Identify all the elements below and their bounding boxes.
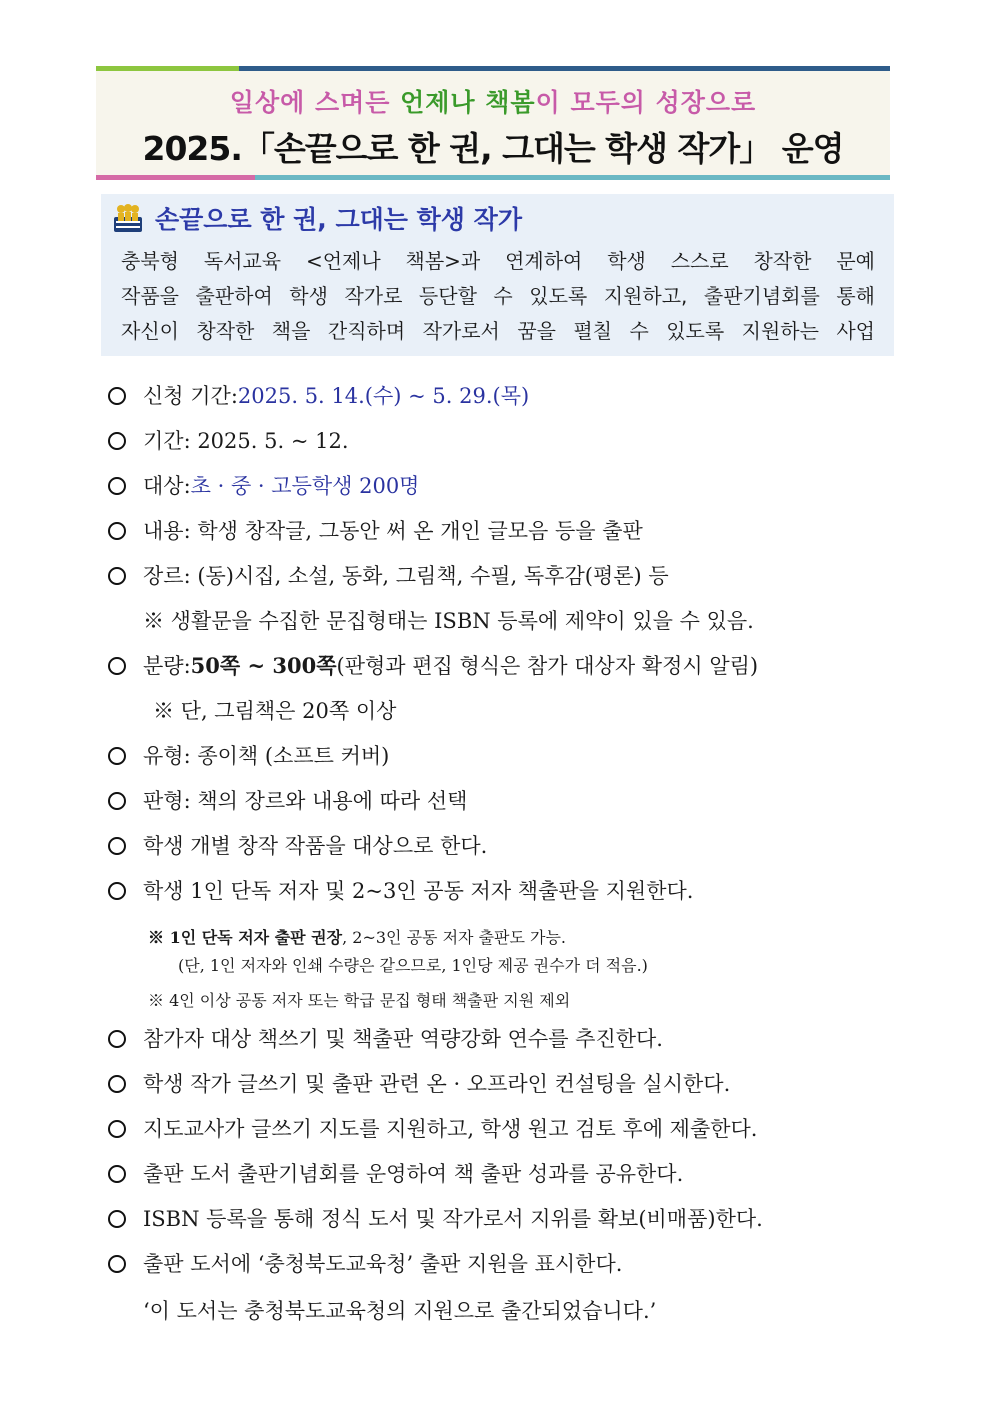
apply-label: 신청 기간: [143,384,238,408]
authors-note-3: ※ 4인 이상 공동 저자 또는 학급 문집 형태 책출판 지원 제외 [148,991,571,1010]
intro-line: 작품을 출판하여 학생 작가로 등단할 수 있도록 지원하고, 출판기념회를 통해 [121,284,875,308]
type-text: 유형: 종이책 (소프트 커버) [143,744,390,768]
bullet-circle-icon [108,792,126,810]
bullet-circle-icon [108,1165,126,1183]
list-item-apply-period [106,382,529,410]
list-item-content [106,517,643,545]
bullet-circle-icon [108,477,126,495]
intro-box [101,194,894,356]
slogan-part2: 언제나 책봄 [400,88,536,117]
page-title: 2025.「손끝으로 한 권, 그대는 학생 작가」 운영 [142,129,844,168]
intro-heading [113,200,522,236]
list-item-celebration [106,1160,683,1188]
volume-value: 50쪽 ~ 300쪽 [190,653,337,678]
bullet-circle-icon [108,1255,126,1273]
list-item-format [106,787,467,815]
bullet-circle-icon [108,567,126,585]
consulting-text: 학생 작가 글쓰기 및 출판 관련 온 · 오프라인 컨설팅을 실시한다. [143,1072,731,1096]
bullet-circle-icon [108,1120,126,1138]
bullet-circle-icon [108,882,126,900]
period-text: 기간: 2025. 5. ~ 12. [143,429,349,453]
list-item-training [106,1025,663,1053]
list-item-authors [106,877,693,905]
target-label: 대상: [143,474,191,498]
intro-line: 자신이 창작한 책을 간직하며 작가로서 꿈을 펼칠 수 있도록 지원하는 사업 [121,319,875,343]
genre-note: ※ 생활문을 수집한 문집형태는 ISBN 등록에 제약이 있을 수 있음. [143,609,754,633]
slogan-part1: 일상에 스며든 [229,88,391,117]
list-item-teacher [106,1115,757,1143]
intro-text [121,244,875,349]
intro-line: 충북형 독서교육 <언제나 책봄>과 연계하여 학생 스스로 창작한 문예 [121,249,875,273]
header-bottom-rule [96,175,890,180]
bullet-circle-icon [108,657,126,675]
bullet-circle-icon [108,1030,126,1048]
content-text: 내용: 학생 창작글, 그동안 써 온 개인 글모음 등을 출판 [143,519,643,543]
intro-title: 손끝으로 한 권, 그대는 학생 작가 [155,205,522,234]
list-item-consulting [106,1070,730,1098]
target-value: 초 · 중 · 고등학생 200명 [190,474,420,498]
bullet-circle-icon [108,1075,126,1093]
bullet-circle-icon [108,747,126,765]
volume-rest: (판형과 편집 형식은 참가 대상자 확정시 알림) [336,654,759,678]
marking-quote: ‘이 도서는 충청북도교육청의 지원으로 출간되었습니다.’ [143,1299,657,1323]
volume-note: ※ 단, 그림책은 20쪽 이상 [153,699,397,723]
authors-note1-rest: , 2~3인 공동 저자 출판도 가능. [342,928,567,947]
header-box [96,71,890,175]
bullet-circle-icon [108,1210,126,1228]
teacher-text: 지도교사가 글쓰기 지도를 지원하고, 학생 원고 검토 후에 제출한다. [143,1117,758,1141]
list-item-isbn [106,1205,763,1233]
list-item-marking [106,1250,622,1278]
bullet-circle-icon [108,432,126,450]
list-item-volume [106,652,758,680]
list-item-target [106,472,419,500]
list-item-type [106,742,389,770]
authors-text: 학생 1인 단독 저자 및 2~3인 공동 저자 책출판을 지원한다. [143,879,694,903]
individual-text: 학생 개별 창작 작품을 대상으로 한다. [143,834,488,858]
list-item-genre [106,562,669,590]
authors-note-1 [148,927,566,949]
isbn-text: ISBN 등록을 통해 정식 도서 및 작가로서 지위를 확보(비매품)한다. [143,1207,763,1231]
list-item-period [106,427,349,455]
marking-text: 출판 도서에 ‘충청북도교육청’ 출판 지원을 표시한다. [143,1252,623,1276]
bullet-circle-icon [108,522,126,540]
bullet-circle-icon [108,387,126,405]
slogan [96,83,890,119]
format-text: 판형: 책의 장르와 내용에 따라 선택 [143,789,468,813]
bullet-circle-icon [108,837,126,855]
slogan-part3: 이 모두의 성장으로 [535,88,757,117]
volume-label: 분량: [143,654,191,678]
list-item-individual [106,832,487,860]
authors-note-2: (단, 1인 저자와 인쇄 수량은 같으므로, 1인당 제공 권수가 더 적음.) [178,956,648,975]
apply-value: 2025. 5. 14.(수) ~ 5. 29.(목) [237,384,530,408]
celebration-text: 출판 도서 출판기념회를 운영하여 책 출판 성과를 공유한다. [143,1162,684,1186]
training-text: 참가자 대상 책쓰기 및 책출판 역량강화 연수를 추진한다. [143,1027,663,1051]
book-people-icon [113,203,143,233]
genre-text: 장르: (동)시집, 소설, 동화, 그림책, 수필, 독후감(평론) 등 [143,564,669,588]
authors-note1-bold: ※ 1인 단독 저자 출판 권장 [148,928,343,947]
